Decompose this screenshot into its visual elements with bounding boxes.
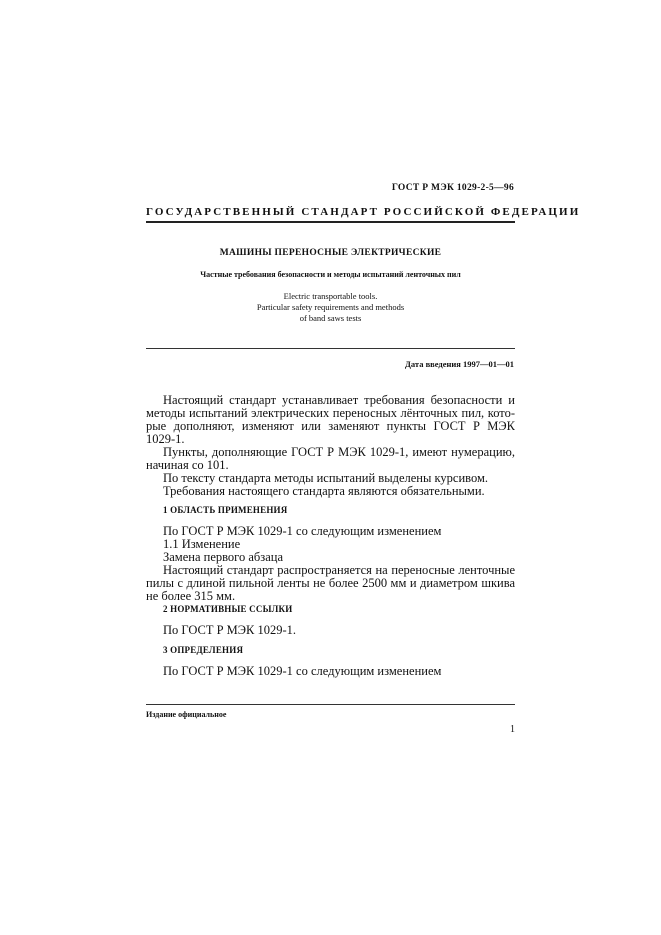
section-text-line: Настоящий стандарт распространяется на переносные ленточные xyxy=(163,563,515,577)
section-text-line: По ГОСТ Р МЭК 1029-1. xyxy=(163,623,297,637)
document-code: ГОСТ Р МЭК 1029-2-5—96 xyxy=(391,183,514,193)
english-title-line: of band saws tests xyxy=(299,313,362,323)
section-text-line: Замена первого абзаца xyxy=(163,550,284,564)
english-title-line: Particular safety requirements and methods xyxy=(256,302,405,312)
document-subtitle: Частные требования безопасности и методы испытаний ленточных пил xyxy=(200,270,461,279)
section-text-line: По ГОСТ Р МЭК 1029-1 со следующим изменением xyxy=(163,664,442,678)
document-title: МАШИНЫ ПЕРЕНОСНЫЕ ЭЛЕКТРИЧЕСКИЕ xyxy=(219,248,442,258)
header-divider xyxy=(146,221,515,223)
section-text-line: 1.1 Изменение xyxy=(163,537,241,551)
section-heading: 3 ОПРЕДЕЛЕНИЯ xyxy=(163,645,244,655)
section-text-line: не более 315 мм. xyxy=(146,589,236,603)
section-text-line: По ГОСТ Р МЭК 1029-1 со следующим изменением xyxy=(163,524,442,538)
section-text-line: пилы с длиной пильной ленты не более 2500 мм и диаметром шкива xyxy=(146,576,515,590)
preamble-line: Настоящий стандарт устанавливает требования безопасности и xyxy=(163,393,515,407)
preamble-line: Пункты, дополняющие ГОСТ Р МЭК 1029-1, имеют нумерацию, xyxy=(163,445,515,459)
section-heading: 2 НОРМАТИВНЫЕ ССЫЛКИ xyxy=(163,604,293,614)
preamble-line: По тексту стандарта методы испытаний выделены курсивом. xyxy=(163,471,488,485)
preamble-line: методы испытаний электрических переносных лёнточных пил, кото- xyxy=(146,406,515,420)
introduction-date: Дата введения 1997—01—01 xyxy=(405,359,514,369)
preamble-line: Требования настоящего стандарта являются обязательными. xyxy=(163,484,485,498)
page-number: 1 xyxy=(510,724,515,735)
title-divider xyxy=(146,348,515,349)
preamble-line: начиная со 101. xyxy=(146,458,229,472)
preamble-line: 1029-1. xyxy=(146,432,185,446)
official-edition-label: Издание официальное xyxy=(146,710,227,719)
english-title-line: Electric transportable tools. xyxy=(283,291,378,301)
section-heading: 1 ОБЛАСТЬ ПРИМЕНЕНИЯ xyxy=(163,505,288,515)
preamble-line: рые дополняют, изменяют или заменяют пункты ГОСТ Р МЭК xyxy=(146,419,515,433)
footer-divider xyxy=(146,704,515,705)
state-standard-heading: ГОСУДАРСТВЕННЫЙ СТАНДАРТ РОССИЙСКОЙ ФЕДЕРАЦИИ xyxy=(146,206,581,218)
